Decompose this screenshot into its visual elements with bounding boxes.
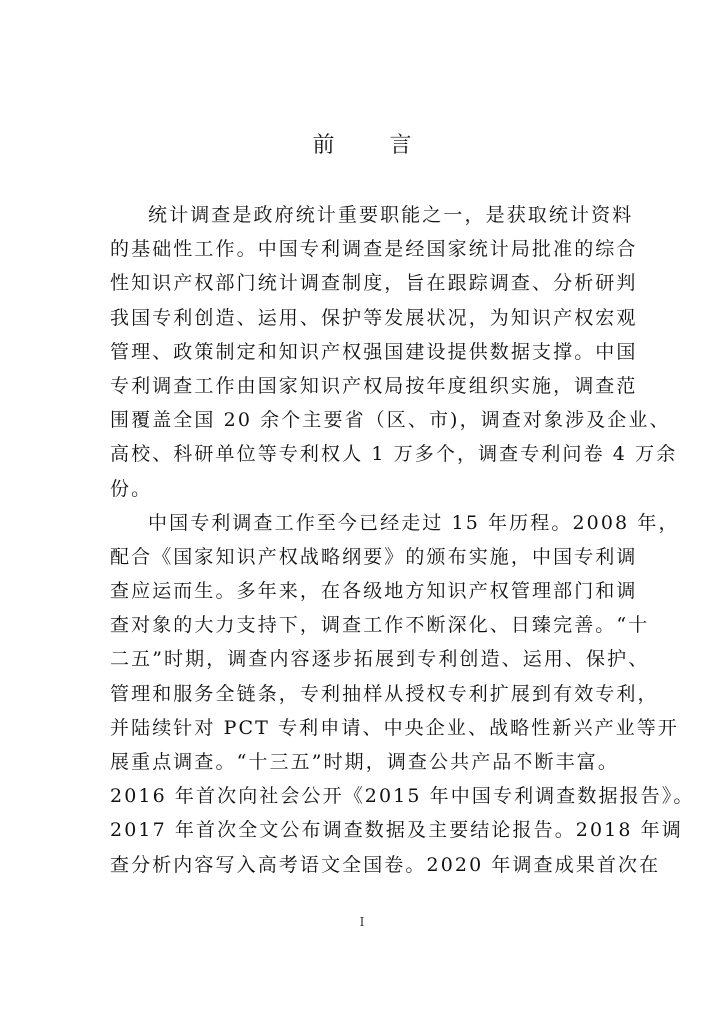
paragraph-line: 二五”时期，调查内容逐步拓展到专利创造、运用、保护、 bbox=[110, 648, 650, 671]
paragraph-line: 展重点调查。“十三五”时期，调查公共产品不断丰富。 bbox=[110, 751, 619, 773]
paragraph-line: 管理、政策制定和知识产权强国建设提供数据支撑。中国 bbox=[110, 340, 638, 363]
paragraph-line: 性知识产权部门统计调查制度，旨在跟踪调查、分析研判 bbox=[110, 272, 638, 295]
paragraph-line: 统计调查是政府统计重要职能之一，是获取统计资料 bbox=[148, 204, 634, 226]
body-text bbox=[110, 198, 695, 882]
paragraph-line: 2017 年首次全文公布调查数据及主要结论报告。2018 年调 bbox=[110, 819, 683, 842]
paragraph-line: 我国专利创造、运用、保护等发展状况，为知识产权宏观 bbox=[110, 306, 638, 329]
paragraph-line: 高校、科研单位等专利权人 1 万多个，调查专利问卷 4 万余 bbox=[110, 443, 678, 466]
paragraph-line: 2016 年首次向社会公开《2015 年中国专利调查数据报告》。 bbox=[110, 785, 695, 808]
paragraph-line: 查应运而生。多年来，在各级地方知识产权管理部门和调 bbox=[110, 580, 638, 603]
paragraph-line: 专利调查工作由国家知识产权局按年度组织实施，调查范 bbox=[110, 374, 638, 397]
paragraph-line: 的基础性工作。中国专利调查是经国家统计局批准的综合 bbox=[110, 238, 638, 261]
paragraph-line: 中国专利调查工作至今已经走过 15 年历程。2008 年， bbox=[148, 511, 680, 534]
paragraph-line: 查分析内容写入高考语文全国卷。2020 年调查成果首次在 bbox=[110, 853, 661, 876]
paragraph-line: 查对象的大力支持下，调查工作不断深化、日臻完善。“十 bbox=[110, 614, 650, 637]
paragraph-line: 份。 bbox=[110, 477, 153, 500]
page-title: 前 言 bbox=[312, 133, 436, 158]
paragraph-line: 并陆续针对 PCT 专利申请、中央企业、战略性新兴产业等开 bbox=[110, 716, 679, 739]
paragraph-line: 管理和服务全链条，专利抽样从授权专利扩展到有效专利， bbox=[110, 682, 659, 705]
paragraph-line: 围覆盖全国 20 余个主要省（区、市)，调查对象涉及企业、 bbox=[110, 409, 671, 432]
page-number: I bbox=[359, 915, 365, 929]
paragraph-line: 配合《国家知识产权战略纲要》的颁布实施，中国专利调 bbox=[110, 545, 638, 568]
